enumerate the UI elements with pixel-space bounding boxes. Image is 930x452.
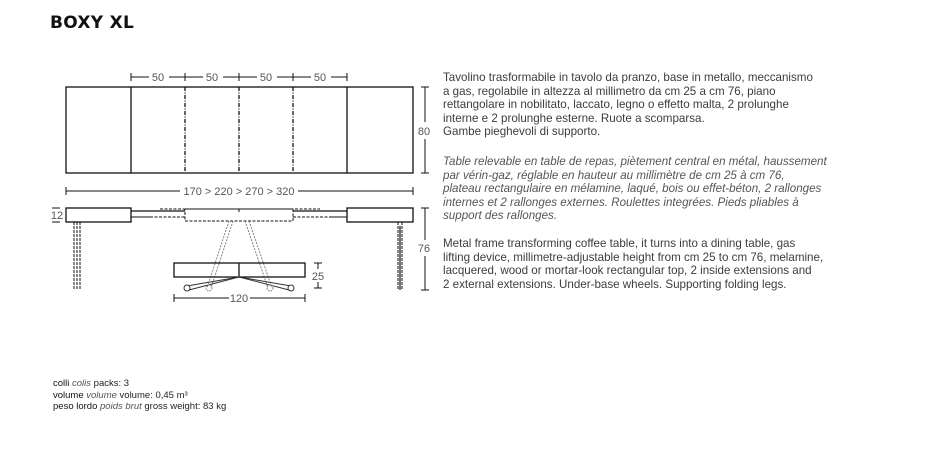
top-thickness-label: 12 xyxy=(50,210,64,222)
low-height-label: 25 xyxy=(311,271,325,283)
length-steps-label: 170 > 220 > 270 > 320 xyxy=(183,186,295,198)
description-english xyxy=(443,237,843,291)
max-height-label: 76 xyxy=(417,243,431,255)
spec-volume: volume volume volume: 0,45 m³ xyxy=(53,389,188,401)
side-view xyxy=(52,208,429,302)
spec-packs: colli colis packs: 3 xyxy=(53,378,130,389)
ext-width-2: 50 xyxy=(205,72,219,84)
desc-line: rettangolare in nobilitato, laccato, legno o effetto malta, 2 prolunghe xyxy=(443,98,789,112)
spec-value: 0,45 m³ xyxy=(155,389,188,401)
desc-line: Table relevable en table de repas, piètement central en métal, haussement xyxy=(443,155,827,168)
desc-line: plateau rectangulaire en mélamine, laqué, bois ou effet-béton, 2 rallonges xyxy=(443,182,822,196)
spec-gross-weight: peso lordo poids brut gross weight: 83 kg xyxy=(53,401,227,413)
packaging-specs xyxy=(53,378,226,413)
spec-value: 83 kg xyxy=(203,401,227,413)
desc-line: par vérin-gaz, réglable en hauteur au millimètre de cm 25 à cm 76, xyxy=(443,168,785,182)
desc-line: lacquered, wood or mortar-look rectangular top, 2 inside extensions and xyxy=(443,264,812,278)
desc-line: support des rallonges. xyxy=(443,209,558,223)
closed-length-label: 120 xyxy=(229,293,249,305)
depth-label: 80 xyxy=(417,126,431,138)
desc-line: Metal frame transforming coffee table, it turns into a dining table, gas xyxy=(443,237,796,250)
description-french xyxy=(443,155,843,223)
ext-width-4: 50 xyxy=(313,72,327,84)
top-view-labels xyxy=(149,71,430,198)
top-view xyxy=(66,73,429,195)
desc-line: 2 external extensions. Under-base wheels. Supporting folding legs. xyxy=(443,277,787,291)
desc-line: lifting device, millimetre-adjustable height from cm 25 to cm 76, melamine, xyxy=(443,250,824,264)
side-view-labels xyxy=(51,210,430,305)
desc-line: internes et 2 rallonges externes. Roulettes integrées. Pieds pliables à xyxy=(443,195,799,209)
ext-width-3: 50 xyxy=(259,72,273,84)
ext-width-1: 50 xyxy=(151,72,165,84)
desc-line: a gas, regolabile in altezza al millimetro da cm 25 a cm 76, piano xyxy=(443,84,776,98)
product-title: BOXY XL xyxy=(50,13,135,33)
desc-line: interne e 2 prolunghe esterne. Ruote a scomparsa. xyxy=(443,111,705,125)
description-italian xyxy=(443,71,843,139)
spec-value: 3 xyxy=(123,378,130,389)
desc-line: Tavolino trasformabile in tavolo da pranzo, base in metallo, meccanismo xyxy=(443,71,813,84)
desc-line: Gambe pieghevoli di supporto. xyxy=(443,125,601,139)
